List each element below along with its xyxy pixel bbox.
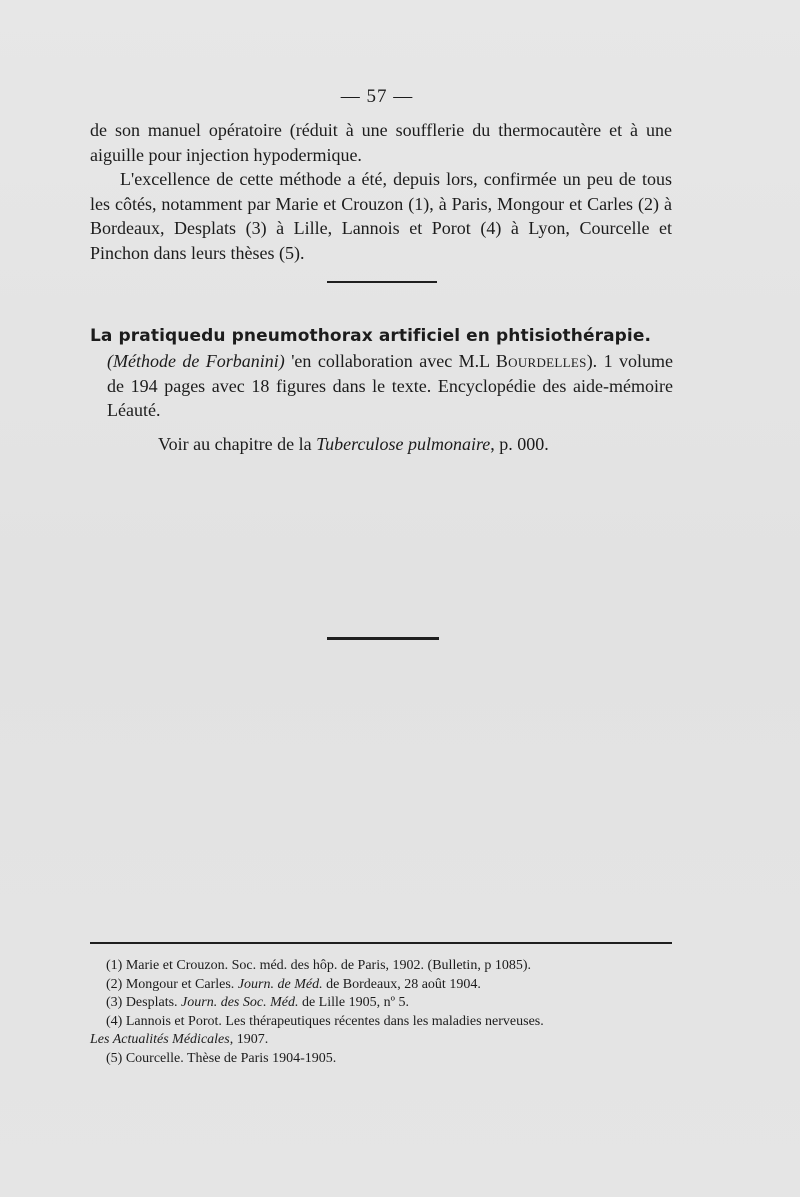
section-divider-bottom xyxy=(327,637,439,640)
footnote-2-journal: Journ. de Méd. xyxy=(237,976,323,992)
collaborator-name: Bourdelles xyxy=(495,351,587,371)
footnote-3 xyxy=(90,994,672,1013)
paragraph-line-continuation: de son manuel opératoire (réduit à une soufflerie du thermocautère et à une aiguille pour injection hypodermique. xyxy=(90,120,672,165)
footnote-4-journal: Les Actualités Médicales xyxy=(90,1032,230,1047)
see-chapter-title: Tuberculose pulmonaire xyxy=(316,434,491,454)
footnote-5: (5) Courcelle. Thèse de Paris 1904-1905. xyxy=(106,1050,337,1066)
section-title: La pratiquedu pneumothorax artificiel en phtisiothérapie. xyxy=(90,326,652,346)
footnote-4-continuation xyxy=(90,1031,672,1050)
see-prefix: Voir au chapitre de la xyxy=(158,434,317,454)
footnote-3-author: (3) Desplats. xyxy=(106,995,182,1010)
collaboration-prefix: 'en collaboration avec M.L xyxy=(284,351,496,371)
volume-details: ). 1 volume de 194 pages avec 18 figures dans le texte. Encyclopédie des aide-mémoire Léauté. xyxy=(107,351,673,420)
footnote-1: (1) Marie et Crouzon. Soc. méd. des hôp. de Paris, 1902. (Bulletin, p 1085). xyxy=(106,958,531,973)
paragraph-method-excellence: L'excellence de cette méthode a été, depuis lors, confirmée un peu de tous les côtés, notamment par Marie et Crouzon (1), à Paris, Mongour et Carles (2) à Bordeaux, Desplats (3) à Lille, Lannois et Porot (4) à Lyon, Courcelle et Pinchon dans leurs thèses (5). xyxy=(90,169,672,263)
see-also-reference xyxy=(158,434,549,455)
footnotes xyxy=(90,957,672,1068)
see-page: , p. 000. xyxy=(490,434,549,454)
section-divider-top xyxy=(327,281,437,283)
footnote-4: (4) Lannois et Porot. Les thérapeutiques récentes dans les maladies nerveuses. xyxy=(106,1013,544,1029)
section-description xyxy=(107,349,673,423)
footnote-2 xyxy=(90,976,672,995)
footnote-3-journal: Journ. des Soc. Méd. xyxy=(181,995,299,1010)
footnote-4-year: , 1907. xyxy=(229,1032,269,1047)
footnote-3-details: de Lille 1905, nº 5. xyxy=(298,995,409,1010)
footnote-separator xyxy=(90,942,672,944)
footnote-2-details: de Bordeaux, 28 août 1904. xyxy=(322,976,481,992)
footnote-2-author: (2) Mongour et Carles. xyxy=(106,976,238,992)
paragraph-opening xyxy=(90,118,672,265)
page-number: — 57 — xyxy=(340,86,414,107)
method-name: (Méthode de Forbanini) xyxy=(107,351,285,371)
